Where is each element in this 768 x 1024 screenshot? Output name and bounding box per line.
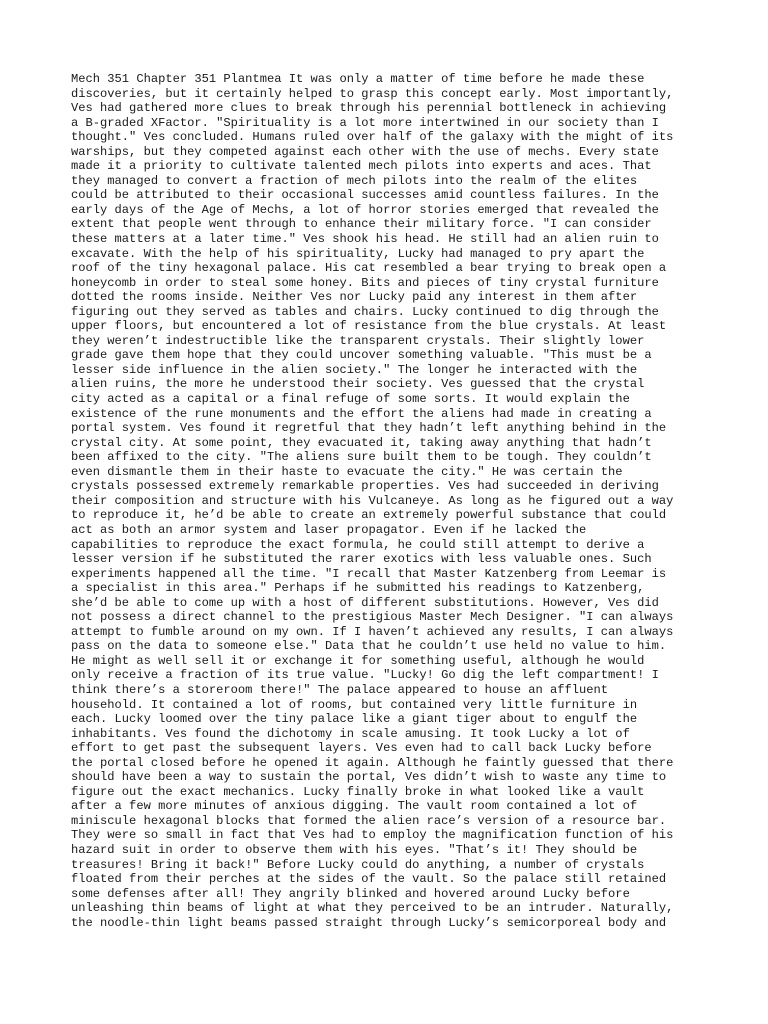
- text-line: discoveries, but it certainly helped to grasp this concept early. Most importantly,: [71, 86, 674, 101]
- text-line: to reproduce it, he’d be able to create an extremely powerful substance that could: [71, 508, 667, 523]
- text-line: extent that people went through to enhance their military force. "I can consider: [71, 217, 652, 232]
- text-line: miniscule hexagonal blocks that formed the alien race’s version of a resource bar.: [71, 813, 667, 828]
- text-line: capabilities to reproduce the exact formula, he could still attempt to derive a: [71, 537, 645, 552]
- text-line: inhabitants. Ves found the dichotomy in scale amusing. It took Lucky a lot of: [71, 726, 630, 741]
- text-line: grade gave them hope that they could uncover something valuable. "This must be a: [71, 348, 652, 363]
- text-line: lesser version if he substituted the rarer exotics with less valuable ones. Such: [71, 552, 652, 567]
- text-line: early days of the Age of Mechs, a lot of horror stories emerged that revealed the: [71, 202, 659, 217]
- text-line: pass on the data to someone else." Data that he couldn’t use held no value to him.: [71, 639, 667, 654]
- text-line: a B-graded XFactor. "Spirituality is a lot more intertwined in our society than I: [71, 115, 659, 130]
- text-line: They were so small in fact that Ves had to employ the magnification function of his: [71, 828, 674, 843]
- text-line: roof of the tiny hexagonal palace. His cat resembled a bear trying to break open a: [71, 261, 667, 276]
- text-line: upper floors, but encountered a lot of resistance from the blue crystals. At least: [71, 319, 667, 334]
- text-line: been affixed to the city. "The aliens sure built them to be tough. They couldn’t: [71, 450, 652, 465]
- text-line: they weren’t indestructible like the transparent crystals. Their slightly lower: [71, 333, 645, 348]
- text-line: hazard suit in order to observe them with his eyes. "That’s it! They should be: [71, 842, 638, 857]
- text-line: portal system. Ves found it regretful that they hadn’t left anything behind in the: [71, 421, 667, 436]
- text-line: crystals possessed extremely remarkable properties. Ves had succeeded in deriving: [71, 479, 659, 494]
- text-line: they managed to convert a fraction of mech pilots into the realm of the elites: [71, 173, 638, 188]
- text-line: the portal closed before he opened it again. Although he faintly guessed that there: [71, 755, 674, 770]
- text-line: treasures! Bring it back!" Before Lucky could do anything, a number of crystals: [71, 857, 645, 872]
- text-line: she’d be able to come up with a host of different substitutions. However, Ves did: [71, 595, 659, 610]
- text-line: some defenses after all! They angrily blinked and hovered around Lucky before: [71, 886, 630, 901]
- text-line: warships, but they competed against each other with the use of mechs. Every state: [71, 144, 659, 159]
- text-line: household. It contained a lot of rooms, but contained very little furniture in: [71, 697, 638, 712]
- text-line: their composition and structure with his Vulcaneye. As long as he figured out a way: [71, 493, 674, 508]
- text-line: figure out the exact mechanics. Lucky finally broke in what looked like a vault: [71, 784, 645, 799]
- text-line: He might as well sell it or exchange it for something useful, although he would: [71, 653, 645, 668]
- chapter-text: [71, 72, 711, 930]
- text-line: after a few more minutes of anxious digging. The vault room contained a lot of: [71, 799, 638, 814]
- text-line: lesser side influence in the alien society." The longer he interacted with the: [71, 362, 638, 377]
- text-line: honeycomb in order to steal some honey. Bits and pieces of tiny crystal furniture: [71, 275, 659, 290]
- text-line: crystal city. At some point, they evacuated it, taking away anything that hadn’t: [71, 435, 652, 450]
- text-line: act as both an armor system and laser propagator. Even if he lacked the: [71, 522, 587, 537]
- text-line: thought." Ves concluded. Humans ruled over half of the galaxy with the might of its: [71, 130, 674, 145]
- text-line: even dismantle them in their haste to evacuate the city." He was certain the: [71, 464, 623, 479]
- text-line: floated from their perches at the sides of the vault. So the palace still retained: [71, 872, 667, 887]
- text-line: not possess a direct channel to the prestigious Master Mech Designer. "I can always: [71, 610, 674, 625]
- text-line: experiments happened all the time. "I recall that Master Katzenberg from Leemar is: [71, 566, 667, 581]
- text-line: existence of the rune monuments and the effort the aliens had made in creating a: [71, 406, 652, 421]
- text-line: Ves had gathered more clues to break through his perennial bottleneck in achieving: [71, 101, 667, 116]
- text-line: should have been a way to sustain the portal, Ves didn’t wish to waste any time to: [71, 770, 667, 785]
- text-line: only receive a fraction of its true value. "Lucky! Go dig the left compartment! I: [71, 668, 659, 683]
- text-line: could be attributed to their occasional successes amid countless failures. In the: [71, 188, 659, 203]
- text-line: each. Lucky loomed over the tiny palace like a giant tiger about to engulf the: [71, 712, 638, 727]
- text-line: these matters at a later time." Ves shook his head. He still had an alien ruin to: [71, 232, 659, 247]
- text-line: a specialist in this area." Perhaps if he submitted his readings to Katzenberg,: [71, 581, 645, 596]
- text-line: dotted the rooms inside. Neither Ves nor Lucky paid any interest in them after: [71, 290, 638, 305]
- text-line: attempt to fumble around on my own. If I haven’t achieved any results, I can always: [71, 624, 674, 639]
- text-line: made it a priority to cultivate talented mech pilots into experts and aces. That: [71, 159, 652, 174]
- text-line: figuring out they served as tables and chairs. Lucky continued to dig through the: [71, 304, 659, 319]
- text-line: city acted as a capital or a final refuge of some sorts. It would explain the: [71, 392, 630, 407]
- text-line: unleashing thin beams of light at what they perceived to be an intruder. Naturally,: [71, 901, 674, 916]
- text-line: the noodle-thin light beams passed straight through Lucky’s semicorporeal body and: [71, 915, 667, 930]
- text-line: effort to get past the subsequent layers. Ves even had to call back Lucky before: [71, 741, 652, 756]
- text-line: Mech 351 Chapter 351 Plantmea It was only a matter of time before he made these: [71, 72, 645, 86]
- text-line: think there’s a storeroom there!" The palace appeared to house an affluent: [71, 682, 609, 697]
- text-line: excavate. With the help of his spirituality, Lucky had managed to pry apart the: [71, 246, 645, 261]
- text-line: alien ruins, the more he understood their society. Ves guessed that the crystal: [71, 377, 645, 392]
